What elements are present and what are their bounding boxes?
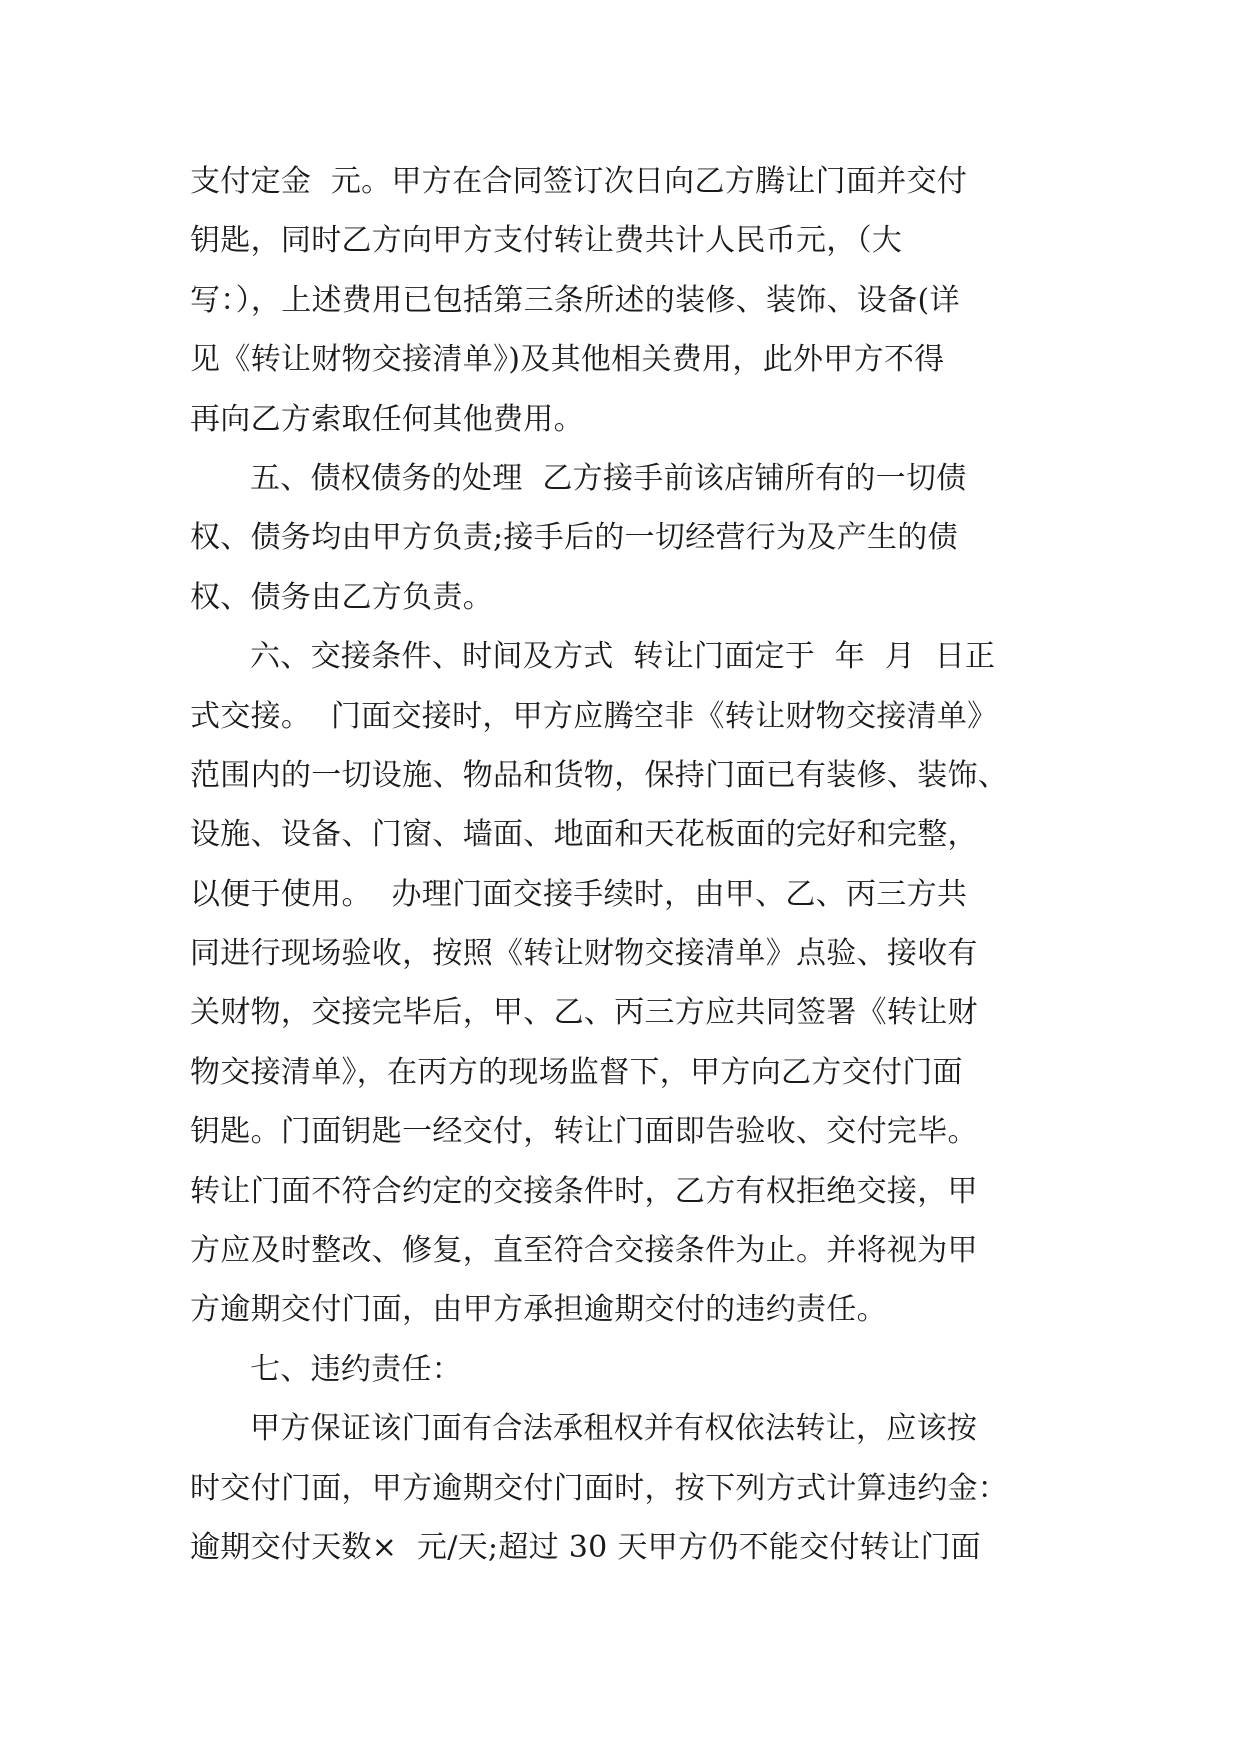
text-line: 写：），上述费用已包括第三条所述的装修、装饰、设备(详 — [190, 282, 960, 318]
document-body — [190, 152, 1052, 1577]
text-line: 式交接。 门面交接时，甲方应腾空非《转让财物交接清单》 — [190, 698, 998, 734]
text-line: 同进行现场验收，按照《转让财物交接清单》点验、接收有 — [190, 936, 978, 972]
text-line: 钥匙，同时乙方向甲方支付转让费共计人民币元，（大 — [190, 223, 903, 259]
text-line: 以便于使用。 办理门面交接手续时，由甲、乙、丙三方共 — [190, 876, 968, 912]
text-line: 权、债务由乙方负责。 — [190, 579, 493, 615]
text-line: 转让门面不符合约定的交接条件时，乙方有权拒绝交接，甲 — [190, 1173, 978, 1209]
text-line: 支付定金 元。甲方在合同签订次日向乙方腾让门面并交付 — [190, 164, 968, 199]
text-line: 物交接清单》，在丙方的现场监督下，甲方向乙方交付门面 — [190, 1054, 963, 1090]
paragraph-first-line: 甲方保证该门面有合法承租权并有权依法转让，应该按 — [250, 1411, 978, 1447]
section-six-heading-line: 六、交接条件、时间及方式 转让门面定于 年 月 日正 — [250, 639, 996, 675]
text-line: 钥匙。门面钥匙一经交付，转让门面即告验收、交付完毕。 — [190, 1114, 978, 1150]
text-line: 设施、设备、门窗、墙面、地面和天花板面的完好和完整， — [190, 817, 978, 853]
text-line: 方逾期交付门面，由甲方承担逾期交付的违约责任。 — [190, 1292, 887, 1328]
text-line: 方应及时整改、修复，直至符合交接条件为止。并将视为甲 — [190, 1233, 978, 1269]
section-seven-heading: 七、违约责任： — [250, 1351, 463, 1387]
text-line: 权、债务均由甲方负责;接手后的一切经营行为及产生的债 — [190, 520, 958, 556]
text-line: 时交付门面，甲方逾期交付门面时，按下列方式计算违约金： — [190, 1470, 1009, 1506]
text-line: 关财物，交接完毕后，甲、乙、丙三方应共同签署《转让财 — [190, 995, 978, 1031]
section-five-heading-line: 五、债权债务的处理 乙方接手前该店铺所有的一切债 — [250, 460, 967, 496]
text-line: 逾期交付天数× 元/天;超过 30 天甲方仍不能交付转让门面 — [190, 1529, 981, 1565]
text-line: 见《转让财物交接清单》)及其他相关费用，此外甲方不得 — [190, 342, 945, 378]
text-line: 再向乙方索取任何其他费用。 — [190, 401, 584, 437]
text-line: 范围内的一切设施、物品和货物，保持门面已有装修、装饰、 — [190, 757, 1009, 793]
